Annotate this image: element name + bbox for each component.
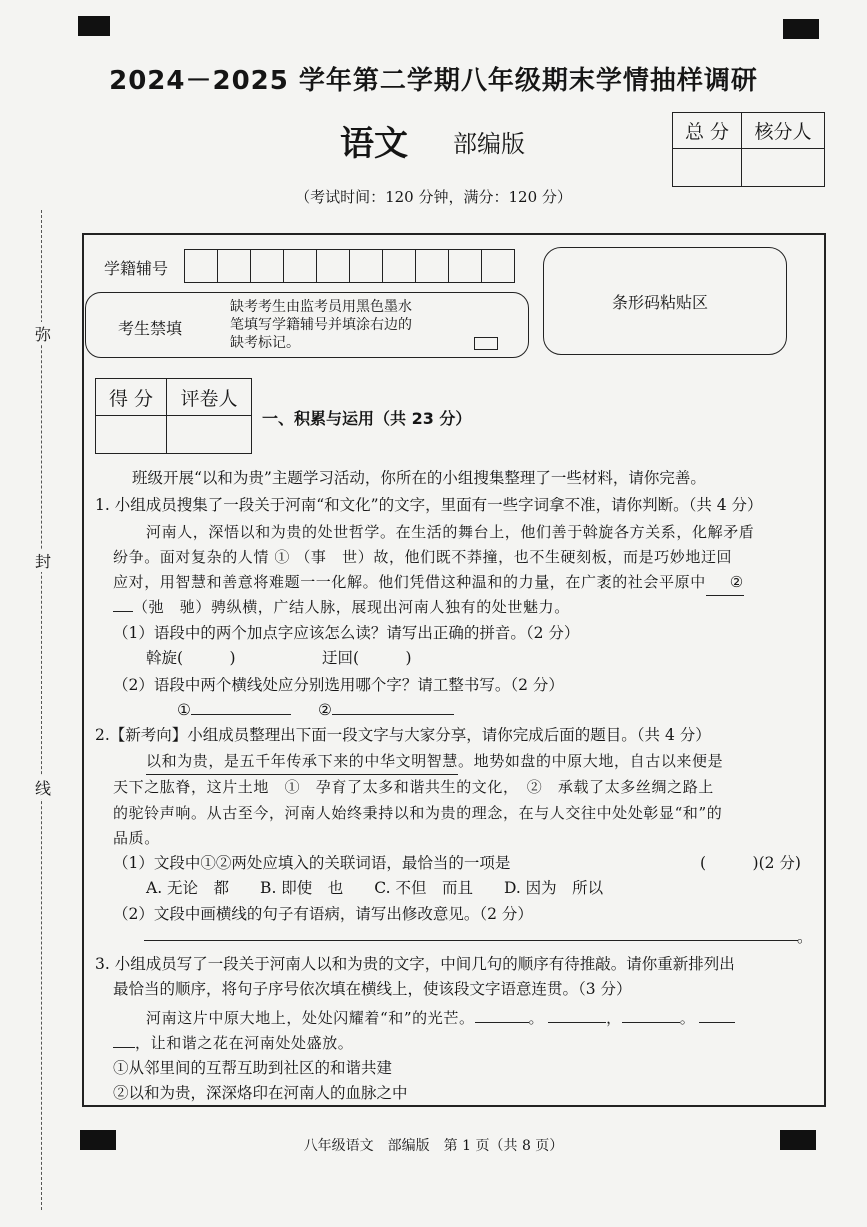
student-id-input[interactable] <box>184 249 515 283</box>
q2-passage-line-3: 的驼铃声响。从古至今，河南人始终秉持以和为贵的理念，在与人交往中处处彰显“和”的 <box>113 804 723 822</box>
registration-mark-top-right <box>783 19 819 39</box>
absent-label: 考生禁填 <box>118 319 183 338</box>
q1-passage-line-4-text: （弛 驰）骋纵横，广结人脉，展现出河南人独有的处世魅力。 <box>133 598 570 616</box>
grader-header: 评卷人 <box>167 379 252 416</box>
section-intro: 班级开展“以和为贵”主题学习活动，你所在的小组搜集整理了一些材料，请你完善。 <box>132 469 706 487</box>
q2-options: A. 无论 都 B. 即使 也 C. 不但 而且 D. 因为 所以 <box>146 879 604 897</box>
q1-answer-pinyin-1[interactable]: 斡旋( ) <box>146 649 236 667</box>
q1-blank-2-cont <box>113 611 133 612</box>
q2-passage-line-4: 品质。 <box>113 829 160 847</box>
section-grade-table <box>95 378 252 454</box>
edition-label: 部编版 <box>453 130 525 158</box>
q1-answer-char-1[interactable] <box>177 697 291 723</box>
seal-char-3: 线 <box>35 776 51 799</box>
grader-cell[interactable] <box>167 416 252 454</box>
q3-passage-line-2-text: ，让和谐之花在河南处处盛放。 <box>135 1034 354 1052</box>
q2-passage-line-1 <box>146 748 723 775</box>
q3-blank-3[interactable] <box>622 1022 680 1023</box>
grade-cell[interactable] <box>96 416 167 454</box>
q1-passage-line-3-text: 应对，用智慧和善意将难题一一化解。他们凭借这种温和的力量，在广袤的社会平原中 <box>113 573 706 591</box>
q2-sub1-answer[interactable]: ( )(2 分) <box>700 854 801 872</box>
q1-answer-pinyin-2[interactable]: 迂回( ) <box>322 649 412 667</box>
score-checker-header: 核分人 <box>742 113 825 149</box>
section-title: 一、积累与运用（共 23 分） <box>262 409 472 428</box>
q1-blank-2: ② <box>706 569 744 596</box>
total-score-table <box>672 112 825 187</box>
q2-sub1: （1）文段中①②两处应填入的关联词语，最恰当的一项是 <box>113 854 511 872</box>
q1-passage-line-3 <box>113 569 744 596</box>
seal-char-1: 弥 <box>35 322 51 345</box>
q1-passage-line-4 <box>113 594 570 620</box>
q3-passage-line-1: 河南这片中原大地上，处处闪耀着“和”的光芒。 。 ， 。 <box>146 1005 735 1031</box>
total-score-cell[interactable] <box>673 149 742 187</box>
q2-stem: 2.【新考向】小组成员整理出下面一段文字与大家分享，请你完成后面的题目。（共 4 分） <box>95 726 711 744</box>
q3-passage-line-2 <box>113 1030 353 1056</box>
q1-answer-char-1-label: ① <box>177 701 191 719</box>
q1-passage-line-2: 纷争。面对复杂的人情 ① （事 世）故，他们既不莽撞，也不生硬刻板，而是巧妙地迂回 <box>113 548 733 566</box>
q2-passage-line-1-rest: 。地势如盘的中原大地，自古以来便是 <box>458 752 724 770</box>
page-footer: 八年级语文 部编版 第 1 页（共 8 页） <box>303 1138 564 1154</box>
grade-header: 得 分 <box>96 379 167 416</box>
seal-dashed-line <box>41 210 42 1210</box>
seal-char-2: 封 <box>35 549 51 572</box>
q1-answer-char-2-label: ② <box>318 701 332 719</box>
q3-stem-line-1: 3. 小组成员写了一段关于河南人以和为贵的文字，中间几句的顺序有待推敲。请你重新排列出 <box>95 955 735 973</box>
absent-text-line-3: 缺考标记。 <box>230 335 300 351</box>
q1-stem: 1. 小组成员搜集了一段关于河南“和文化”的文字，里面有一些字词拿不准，请你判断。（共 4 分） <box>95 496 763 514</box>
q3-blank-4[interactable] <box>699 1022 735 1023</box>
absent-instructions <box>230 298 412 352</box>
q2-passage-line-2: 天下之肱脊，这片土地 ① 孕育了太多和谐共生的文化， ② 承载了太多丝绸之路上 <box>113 778 714 796</box>
exam-title: 2024－2025 学年第二学期八年级期末学情抽样调研 <box>109 66 758 96</box>
q3-blank-1[interactable] <box>475 1022 529 1023</box>
q3-sentence-2: ②以和为贵，深深烙印在河南人的血脉之中 <box>113 1084 408 1102</box>
q3-stem-line-2: 最恰当的顺序，将句子序号依次填在横线上，使该段文字语意连贯。（3 分） <box>113 980 632 998</box>
absent-text-line-2: 笔填写学籍辅号并填涂右边的 <box>230 317 412 333</box>
q3-sentence-1: ①从邻里间的互帮互助到社区的和谐共建 <box>113 1059 393 1077</box>
q1-sub1: （1）语段中的两个加点字应该怎么读？请写出正确的拼音。（2 分） <box>113 624 580 642</box>
exam-time-info: （考试时间：120 分钟，满分：120 分） <box>295 188 572 206</box>
q2-sub2: （2）文段中画横线的句子有语病，请写出修改意见。（2 分） <box>113 905 533 923</box>
q1-passage-line-1: 河南人，深悟以和为贵的处世哲学。在生活的舞台上，他们善于斡旋各方关系，化解矛盾 <box>146 523 755 541</box>
total-score-header: 总 分 <box>673 113 742 149</box>
barcode-label: 条形码粘贴区 <box>612 293 709 312</box>
q3-passage-line-1-text: 河南这片中原大地上，处处闪耀着“和”的光芒。 <box>146 1009 475 1027</box>
q2-underlined-sentence: 以和为贵，是五千年传承下来的中华文明智慧 <box>146 748 458 775</box>
q1-answer-char-2[interactable] <box>318 697 454 723</box>
subject-title: 语文 <box>340 124 408 164</box>
student-id-label: 学籍辅号 <box>104 259 169 278</box>
absent-text-line-1: 缺考考生由监考员用黑色墨水 <box>230 299 412 315</box>
registration-mark-top-left <box>78 16 110 36</box>
absent-mark-box[interactable] <box>474 337 498 350</box>
q2-answer-line[interactable] <box>144 940 798 941</box>
q3-blank-4-cont <box>113 1047 135 1048</box>
q3-blank-2[interactable] <box>548 1022 606 1023</box>
score-checker-cell[interactable] <box>742 149 825 187</box>
q2-answer-line-end: 。 <box>797 928 813 946</box>
q1-sub2: （2）语段中两个横线处应分别选用哪个字？请工整书写。（2 分） <box>113 676 564 694</box>
